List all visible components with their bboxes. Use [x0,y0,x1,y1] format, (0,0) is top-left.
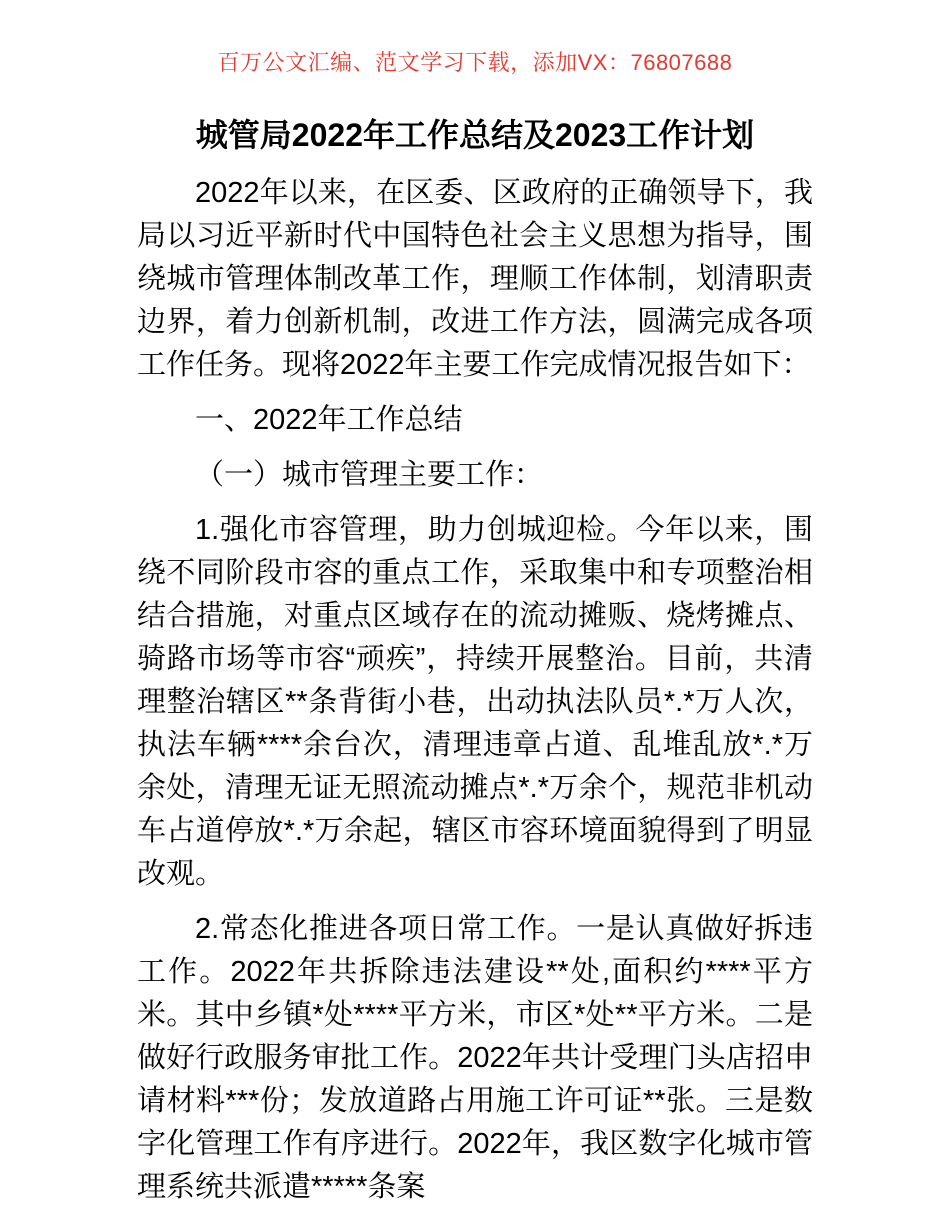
watermark-text: 百万公文汇编、范文学习下载，添加VX：76807688 [217,50,733,75]
paragraph: 2022年以来，在区委、区政府的正确领导下，我局以习近平新时代中国特色社会主义思想为指导，围绕城市管理体制改革工作，理顺工作体制，划清职责边界，着力创新机制，改进工作方法，圆满完成各项工作任务。现将2022年主要工作完成情况报告如下： [137,177,813,381]
section-heading: 一、2022年工作总结 [195,404,463,436]
document-title: 城管局2022年工作总结及2023工作计划 [195,117,755,153]
section-heading: （一）城市管理主要工作： [195,459,544,491]
document-body [137,172,813,1209]
paragraph: 2.常态化推进各项日常工作。一是认真做好拆违工作。2022年共拆除违法建设**处,面积约****平方米。其中乡镇*处****平方米，市区*处**平方米。二是做好行政服务审批工作。2022年共计受理门头店招申请材料***份；发放道路占用施工许可证**张。三是数字化管理工作有序进行。2022年，我区数字化城市管理系统共派遣*****条案 [137,913,813,1203]
paragraph: 1.强化市容管理，助力创城迎检。今年以来，围绕不同阶段市容的重点工作，采取集中和专项整治相结合措施，对重点区域存在的流动摊贩、烧烤摊点、骑路市场等市容“顽疾”，持续开展整治。目前，共清理整治辖区**条背街小巷，出动执法队员*.*万人次，执法车辆****余台次，清理违章占道、乱堆乱放*.*万余处，清理无证无照流动摊点*.*万余个，规范非机动车占道停放*.*万余起，辖区市容环境面貌得到了明显改观。 [137,514,813,890]
